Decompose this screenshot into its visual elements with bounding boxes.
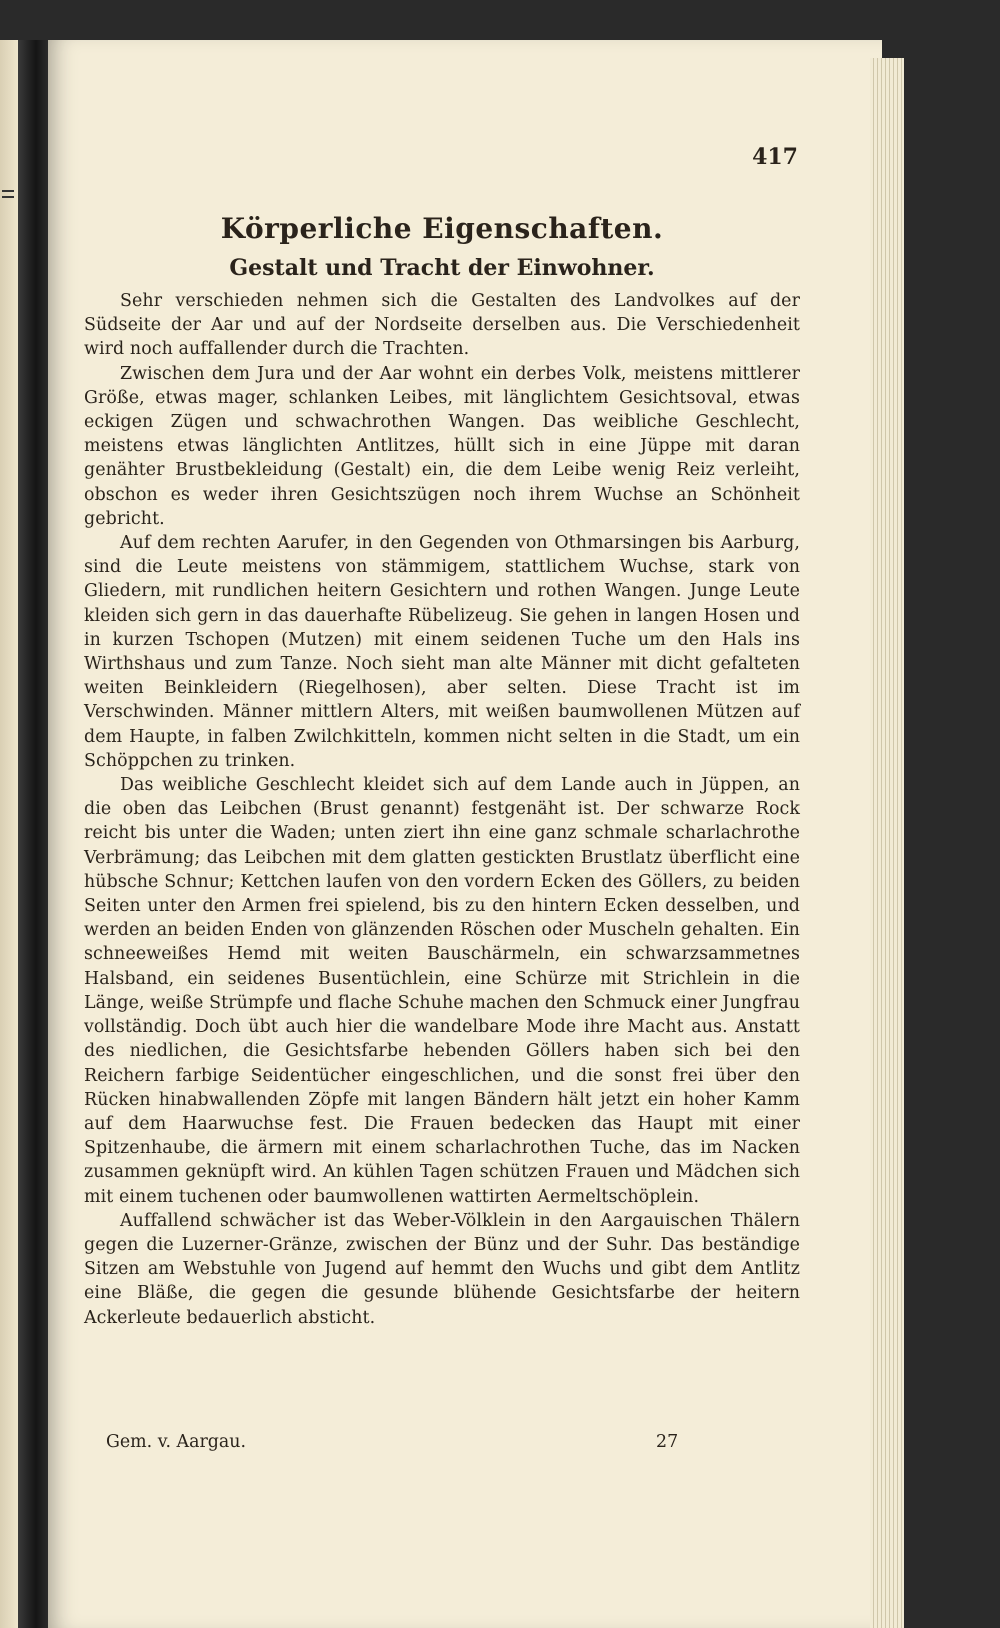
signature-mark: 27 <box>656 1432 679 1452</box>
left-page-edge <box>0 40 18 1628</box>
page-number: 417 <box>752 144 798 170</box>
footer-source: Gem. v. Aargau. <box>106 1432 247 1452</box>
paragraph: Das weibliche Geschlecht kleidet sich auf dem Lande auch in Jüppen, an die oben das Leibchen (Brust genannt) festgenäht ist. Der schwarze Rock reicht bis unter die Waden; unten ziert ihn eine ganz schmale scharlachrothe Verbrämung; das Leibchen mit dem glatten gestickten Brustlatz überflicht eine hübsche Schnur; Kettchen laufen von den vordern Ecken des Göllers, zu beiden Seiten unter den Armen frei spielend, bis zu den hintern Ecken desselben, und werden an beiden Enden von glänzenden Röschen oder Muscheln gehalten. Ein schneeweißes Hemd mit weiten Bauschärmeln, ein schwarzsammetnes Halsband, ein seidenes Busentüchlein, eine Schürze mit Strichlein in die Länge, weiße Strümpfe und flache Schuhe machen den Schmuck einer Jungfrau vollständig. Doch übt auch hier die wandelbare Mode ihre Macht aus. Anstatt des niedlichen, die Gesichtsfarbe hebenden Göllers haben sich bei den Reichern farbige Seidentücher eingeschlichen, und die sonst frei über den Rücken hinabwallenden Zöpfe mit langen Bändern hält jetzt ein hoher Kamm auf dem Haarwuchse fest. Die Frauen bedecken das Haupt mit einer Spitzenhaube, die ärmern mit einem scharlachrothen Tuche, das im Nacken zusammen geknüpft wird. An kühlen Tagen schützen Frauen und Mädchen sich mit einem tuchenen oder baumwollenen wattirten Aermeltschöplein. <box>84 775 800 1207</box>
chapter-title: Körperliche Eigenschaften. <box>220 212 664 245</box>
left-page-mark <box>2 190 14 192</box>
background-shadow <box>904 40 1000 1628</box>
left-page-mark <box>2 196 14 198</box>
book-page <box>48 40 882 1628</box>
page-stack-edge <box>870 58 904 1628</box>
paragraph: Auf dem rechten Aarufer, in den Gegenden von Othmarsingen bis Aarburg, sind die Leute meistens von stämmigem, stattlichem Wuchse, stark von Gliedern, mit rundlichen heitern Gesichtern und rothen Wangen. Junge Leute kleiden sich gern in das dauerhafte Rübelizeug. Sie gehen in langen Hosen und in kurzen Tschopen (Mutzen) mit einem seidenen Tuche um den Hals ins Wirthshaus und zum Tanze. Noch sieht man alte Männer mit dicht gefalteten weiten Beinkleidern (Riegelhosen), aber selten. Diese Tracht ist im Verschwinden. Männer mittlern Alters, mit weißen baumwollenen Mützen auf dem Haupte, in falben Zwilchkitteln, kommen nicht selten in die Stadt, um ein Schöppchen zu trinken. <box>84 533 800 771</box>
section-subtitle: Gestalt und Tracht der Einwohner. <box>229 255 655 281</box>
paragraph: Zwischen dem Jura und der Aar wohnt ein derbes Volk, meistens mittlerer Größe, etwas mager, schlanken Leibes, mit länglichtem Gesichtsoval, etwas eckigen Zügen und schwachrothen Wangen. Das weibliche Geschlecht, meistens etwas länglichten Antlitzes, hüllt sich in eine Jüppe mit daran genähter Brustbekleidung (Gestalt) ein, die dem Leibe wenig Reiz verleiht, obschon es weder ihren Gesichtszügen noch ihrem Wuchse an Schönheit gebricht. <box>84 363 800 529</box>
book-gutter <box>18 40 48 1628</box>
paragraph: Sehr verschieden nehmen sich die Gestalten des Landvolkes auf der Südseite der Aar und auf der Nordseite derselben aus. Die Verschiedenheit wird noch auffallender durch die Trachten. <box>84 291 800 360</box>
paragraph: Auffallend schwächer ist das Weber-Völklein in den Aargauischen Thälern gegen die Luzerner-Gränze, zwischen der Bünz und der Suhr. Das beständige Sitzen am Webstuhle von Jugend auf hemmt den Wuchs und gibt dem Antlitz eine Bläße, die gegen die gesunde blühende Gesichtsfarbe der heitern Ackerleute bedauerlich absticht. <box>84 1210 800 1328</box>
page-text <box>84 140 800 1330</box>
